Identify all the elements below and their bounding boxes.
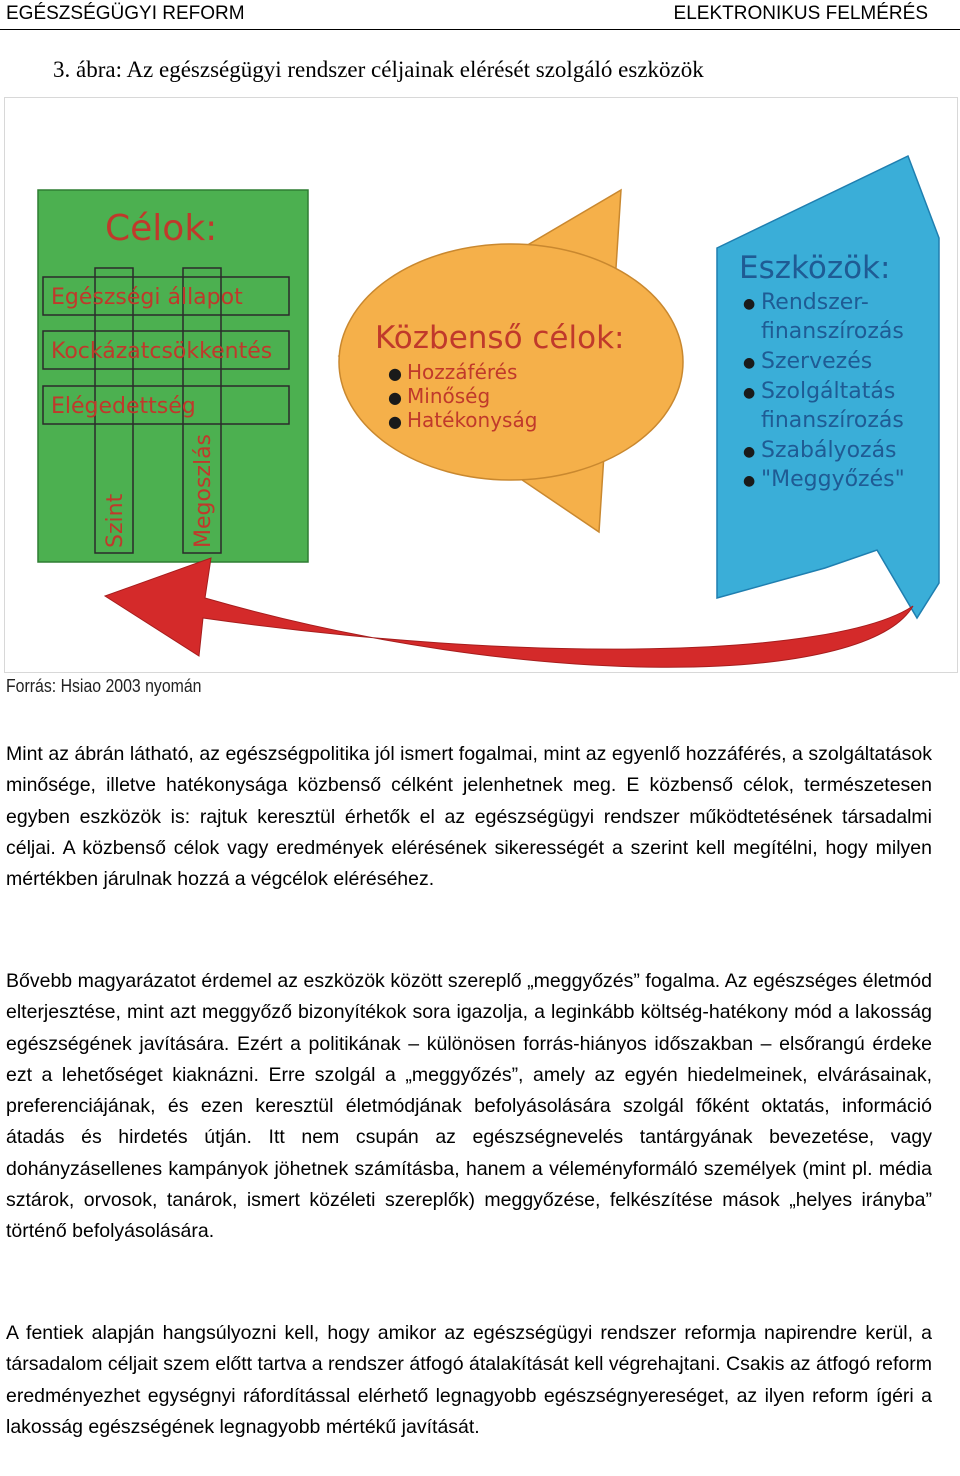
tools-heading: Eszközök: — [739, 250, 891, 286]
bullet-icon: ● — [743, 444, 756, 460]
tool-item-line: Szolgáltatás — [761, 379, 896, 404]
figure-title: 3. ábra: Az egészségügyi rendszer céljainak elérését szolgáló eszközök — [53, 57, 704, 82]
tool-item-line: "Meggyőzés" — [761, 467, 905, 492]
intermediate-item: Hatékonyság — [407, 408, 538, 432]
bullet-icon: ● — [743, 355, 756, 371]
paragraph: Bővebb magyarázatot érdemel az eszközök között szereplő „meggyőzés” fogalma. Az egészséges életmód elterjesztése, mint azt meggyőző bizonyítékok sora igazolja, a leginkább költség-hatékony mód a lakosság egészségének javítására. Ezért a politikának – különösen forrás-hiányos időszakban – elsőrangú érdeke ezt a lehetőséget kiaknázni. Erre szolgál a „meggyőzés”, amely az egyén hiedelmeinek, elvárásainak, preferenciájának, és ezen keresztül életmódjának befolyásolására szolgál főként oktatás, információ átadás és hirdetés útján. Itt nem csupán az egészségnevelés tantárgyának bevezetése, vagy dohányzásellenes kampányok jöhetnek számításba, hanem a véleményformáló személyek (mint pl. média sztárok, orvosok, tanárok, ismert közéleti szereplők) meggyőzése, felkészítése mások „helyes irányba” történő befolyásolására. — [6, 970, 932, 1243]
bullet-icon: ● — [743, 385, 756, 401]
header-right: ELEKTRONIKUS FELMÉRÉS — [673, 3, 928, 24]
tool-item-line: Szervezés — [761, 349, 873, 374]
header-rule — [0, 29, 960, 30]
figure-source: Forrás: Hsiao 2003 nyomán — [6, 676, 202, 696]
goals-heading: Célok: — [105, 208, 218, 249]
bullet-icon: ● — [388, 364, 402, 383]
bullet-icon: ● — [388, 412, 402, 431]
bullet-icon: ● — [743, 296, 756, 312]
bullet-icon: ● — [743, 473, 756, 489]
header-left: EGÉSZSÉGÜGYI REFORM — [6, 3, 245, 24]
intermediate-item: Hozzáférés — [407, 360, 518, 384]
figure-diagram — [4, 97, 958, 673]
goal-item: Kockázatcsökkentés — [51, 339, 273, 364]
dimension-label: Szint — [103, 493, 128, 548]
goal-item: Egészségi állapot — [51, 285, 243, 310]
tool-item-line: finanszírozás — [761, 408, 904, 433]
intermediate-heading: Közbenső célok: — [375, 320, 625, 356]
intermediate-item: Minőség — [407, 384, 491, 408]
bullet-icon: ● — [388, 388, 402, 407]
paragraph: Mint az ábrán látható, az egészségpolitika jól ismert fogalmai, mint az egyenlő hozzáférés, a szolgáltatások minősége, illetve hatékonysága közbenső célként jelenhetnek meg. E közbenső célok, természetesen egyben eszközök is: rajtuk keresztül érhetők el az egészségügyi rendszer működtetésének társadalmi céljai. A közbenső célok vagy eredmények elérésének sikerességét a szerint kell megítélni, hogy milyen mértékben járulnak hozzá a végcélok eléréséhez. — [6, 743, 932, 891]
tool-item-line: Rendszer- — [761, 290, 869, 315]
tool-item-line: finanszírozás — [761, 319, 904, 344]
goal-item: Elégedettség — [51, 394, 196, 419]
dimension-label: Megoszlás — [191, 433, 216, 548]
paragraph: A fentiek alapján hangsúlyozni kell, hogy amikor az egészségügyi rendszer reformja napirendre kerül, a társadalom céljait szem előtt tartva a rendszer átfogó átalakítását kell végrehajtani. Csakis az átfogó reform eredményezhet egységnyi ráfordítással elérhető legnagyobb egészségnyereséget, az ilyen reform ígéri a lakosság egészségének legnagyobb mértékű javítását. — [6, 1322, 932, 1438]
diagram-svg — [5, 98, 957, 672]
page-header — [0, 0, 960, 30]
tool-item-line: Szabályozás — [761, 438, 897, 463]
